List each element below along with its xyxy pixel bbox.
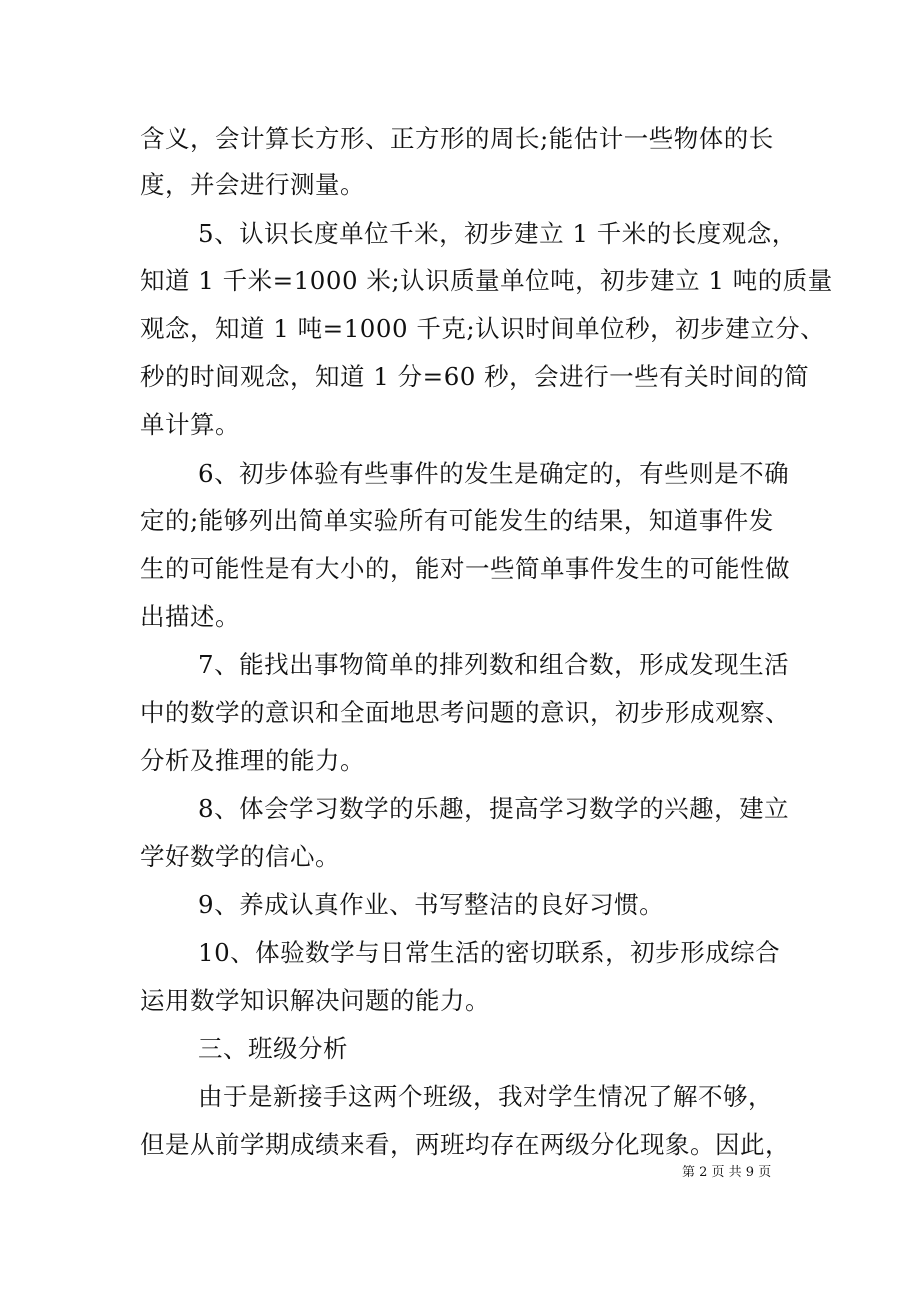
text-line: 分析及推理的能力。 (140, 746, 365, 775)
text-line: 10、体验数学与日常生活的密切联系，初步形成综合 (198, 938, 781, 967)
page-number-footer: 第 2 页 共 9 页 (682, 1165, 772, 1180)
text-line: 度，并会进行测量。 (140, 170, 365, 199)
text-line: 7、能找出事物简单的排列数和组合数，形成发现生活 (198, 650, 790, 679)
text-line: 观念，知道 1 吨=1000 千克;认识时间单位秒，初步建立分、 (140, 314, 826, 343)
section-heading: 三、班级分析 (198, 1034, 348, 1063)
text-line: 生的可能性是有大小的，能对一些简单事件发生的可能性做 (140, 554, 790, 583)
text-line: 9、养成认真作业、书写整洁的良好习惯。 (198, 890, 665, 919)
text-line: 由于是新接手这两个班级，我对学生情况了解不够， (198, 1082, 773, 1111)
text-line: 秒的时间观念，知道 1 分=60 秒，会进行一些有关时间的简 (140, 362, 810, 391)
text-line: 定的;能够列出简单实验所有可能发生的结果，知道事件发 (140, 506, 774, 535)
text-line: 知道 1 千米=1000 米;认识质量单位吨，初步建立 1 吨的质量 (140, 266, 833, 295)
text-line: 出描述。 (140, 602, 240, 631)
text-line: 运用数学知识解决问题的能力。 (140, 986, 490, 1015)
text-line: 5、认识长度单位千米，初步建立 1 千米的长度观念， (198, 219, 797, 248)
text-line: 但是从前学期成绩来看，两班均存在两级分化现象。因此， (140, 1130, 790, 1159)
text-line: 中的数学的意识和全面地思考问题的意识，初步形成观察、 (140, 698, 790, 727)
text-line: 单计算。 (140, 410, 240, 439)
text-line: 8、体会学习数学的乐趣，提高学习数学的兴趣，建立 (198, 794, 790, 823)
text-line: 含义，会计算长方形、正方形的周长;能估计一些物体的长 (140, 124, 774, 153)
text-line: 学好数学的信心。 (140, 842, 340, 871)
text-line: 6、初步体验有些事件的发生是确定的，有些则是不确 (198, 459, 790, 488)
